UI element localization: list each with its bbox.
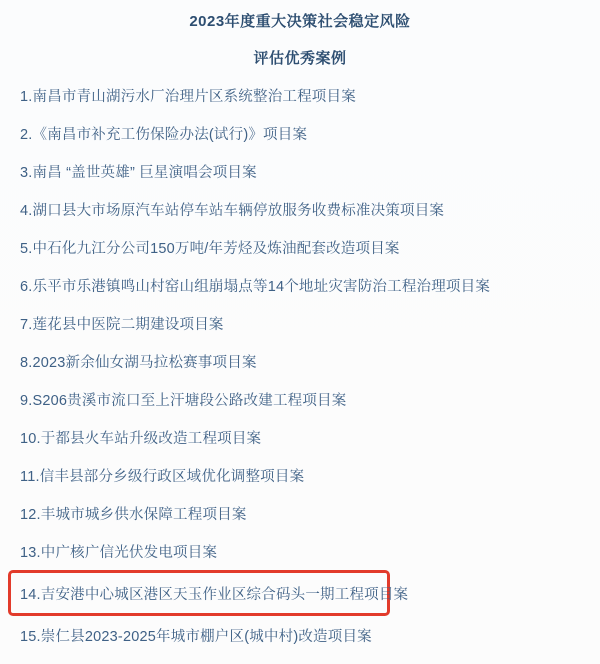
list-item-text: 11.信丰县部分乡级行政区域优化调整项目案 (20, 468, 305, 485)
list-item (0, 76, 600, 114)
list-item-text: 2.《南昌市补充工伤保险办法(试行)》项目案 (20, 126, 308, 143)
list-item-text: 13.中广核广信光伏发电项目案 (20, 544, 218, 561)
list-item (0, 266, 600, 304)
page-subtitle: 评估优秀案例 (253, 50, 347, 67)
list-item (0, 616, 600, 654)
page-title: 2023年度重大决策社会稳定风险 (189, 13, 411, 30)
list-item (0, 114, 600, 152)
list-item-text: 1.南昌市青山湖污水厂治理片区系统整治工程项目案 (20, 88, 356, 105)
list-item-text: 14.吉安港中心城区港区天玉作业区综合码头一期工程项目案 (20, 586, 409, 603)
list-item (0, 456, 600, 494)
list-item (0, 494, 600, 532)
list-item (0, 190, 600, 228)
case-list (0, 76, 600, 654)
list-item-text: 15.崇仁县2023-2025年城市棚户区(城中村)改造项目案 (20, 628, 372, 645)
list-item-text: 5.中石化九江分公司150万吨/年芳烃及炼油配套改造项目案 (20, 240, 400, 257)
list-item (0, 380, 600, 418)
list-item-text: 6.乐平市乐港镇鸣山村窑山组崩塌点等14个地址灾害防治工程治理项目案 (20, 278, 491, 295)
list-item-text: 9.S206贵溪市流口至上汗塘段公路改建工程项目案 (20, 392, 347, 409)
list-item (0, 418, 600, 456)
list-item-text: 7.莲花县中医院二期建设项目案 (20, 316, 224, 333)
list-item (0, 532, 600, 570)
list-item (0, 228, 600, 266)
list-item-text: 4.湖口县大市场原汽车站停车站车辆停放服务收费标准决策项目案 (20, 202, 445, 219)
list-item (0, 304, 600, 342)
list-item-text: 10.于都县火车站升级改造工程项目案 (20, 430, 262, 447)
list-item-text: 3.南昌 “盖世英雄” 巨星演唱会项目案 (20, 164, 257, 181)
list-item-text: 12.丰城市城乡供水保障工程项目案 (20, 506, 247, 523)
list-item-highlighted (8, 570, 409, 616)
list-item (0, 342, 600, 380)
list-item (0, 152, 600, 190)
list-item-text: 8.2023新余仙女湖马拉松赛事项目案 (20, 354, 257, 371)
